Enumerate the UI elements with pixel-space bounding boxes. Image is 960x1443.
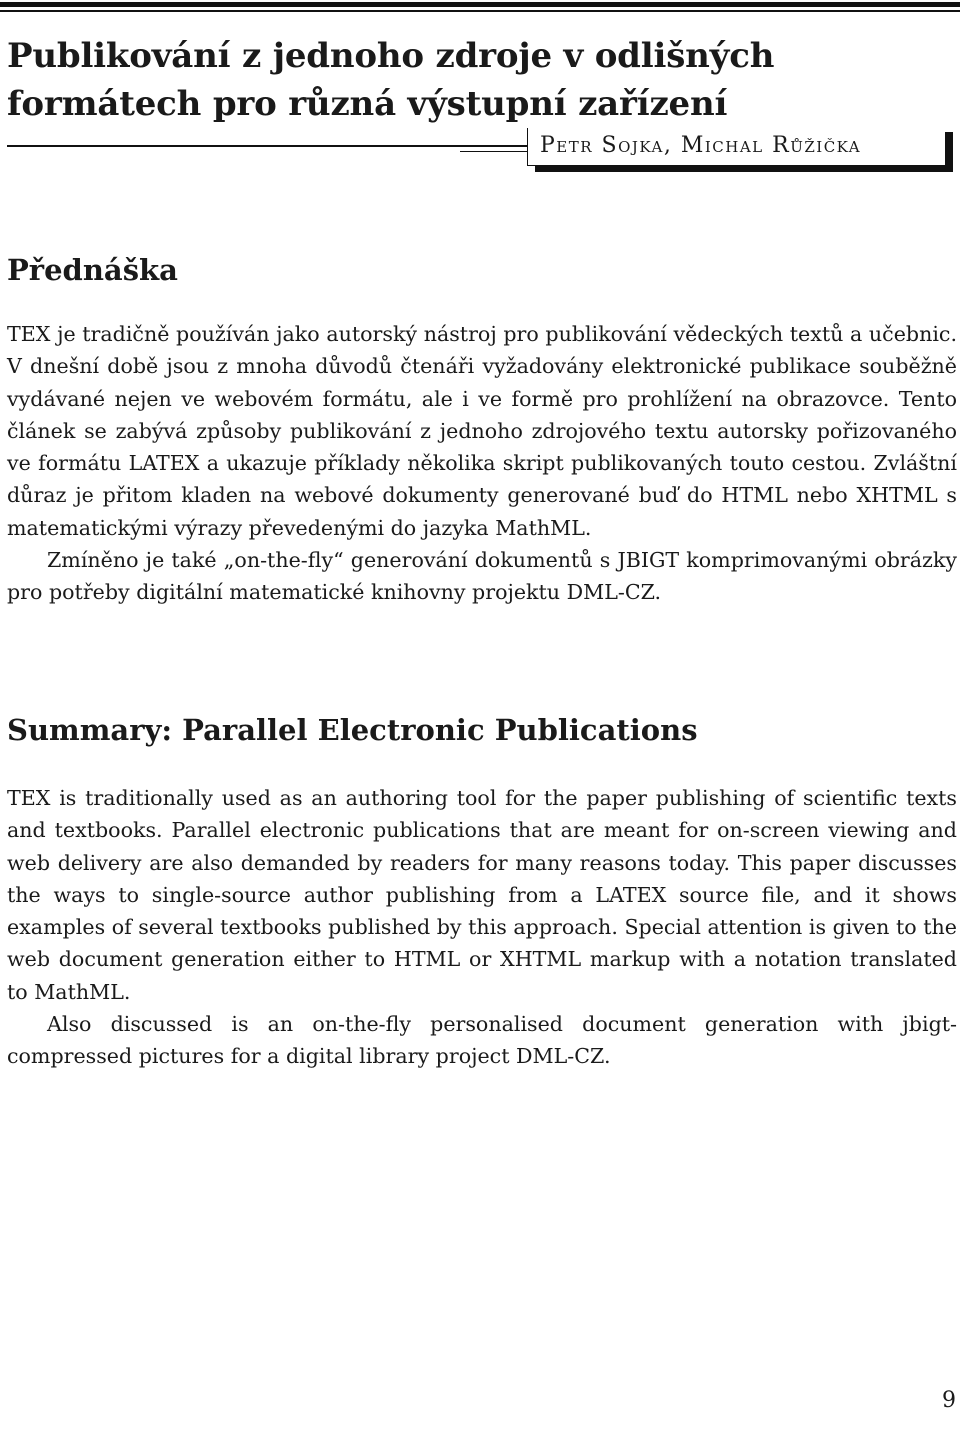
paper-title: Publikování z jednoho zdroje v odlišných formátech pro různá výstupní zařízení bbox=[7, 36, 775, 124]
author-rule-short bbox=[460, 151, 528, 152]
author-frame-shadow-bottom bbox=[535, 166, 953, 172]
paper-authors: Petr Sojka, Michal Růžička bbox=[540, 133, 862, 158]
czech-abstract bbox=[7, 318, 957, 609]
page-number: 9 bbox=[942, 1388, 956, 1413]
author-box bbox=[0, 128, 960, 174]
english-abstract-paragraph-2: Also discussed is an on-the-fly personalised document generation with jbigt-compressed pictures for a digital library project DML-CZ. bbox=[7, 1012, 957, 1069]
czech-abstract-paragraph-1: TEX je tradičně používán jako autorský nástroj pro publikování vědeckých textů a učebnic. V dnešní době jsou z mnoha důvodů čtenáři vyžadovány elektronické publikace souběžně vydávané nejen ve webovém formátu, ale i ve formě pro prohlížení na obrazovce. Tento článek se zabývá způsoby publikování z jednoho zdrojového textu autorsky pořizovaného ve formátu LATEX a ukazuje příklady několika skript publikovaných touto cestou. Zvláštní důraz je přitom kladen na webové dokumenty generované buď do HTML nebo XHTML s matematickými výrazy převedenými do jazyka MathML. bbox=[7, 322, 957, 540]
czech-abstract-paragraph-2: Zmíněno je také „on-the-fly“ generování dokumentů s JBIGT komprimovanými obrázky pro potřeby digitální matematické knihovny projektu DML-CZ. bbox=[7, 548, 957, 605]
top-rule-thick bbox=[0, 2, 960, 7]
czech-section-heading: Přednáška bbox=[7, 253, 178, 287]
author-rule-long bbox=[7, 145, 527, 147]
english-abstract bbox=[7, 782, 957, 1073]
english-abstract-paragraph-1: TEX is traditionally used as an authoring tool for the paper publishing of scientific texts and textbooks. Parallel electronic publications that are meant for on-screen viewing and web delivery are also demanded by readers for many reasons today. This paper discusses the ways to single-source author publishing from a LATEX source file, and it shows examples of several textbooks published by this approach. Special attention is given to the web document generation either to HTML or XHTML markup with a notation translated to MathML. bbox=[7, 786, 957, 1004]
top-rule bbox=[0, 0, 960, 14]
english-section-heading: Summary: Parallel Electronic Publications bbox=[7, 713, 698, 747]
top-rule-thin bbox=[0, 10, 960, 12]
